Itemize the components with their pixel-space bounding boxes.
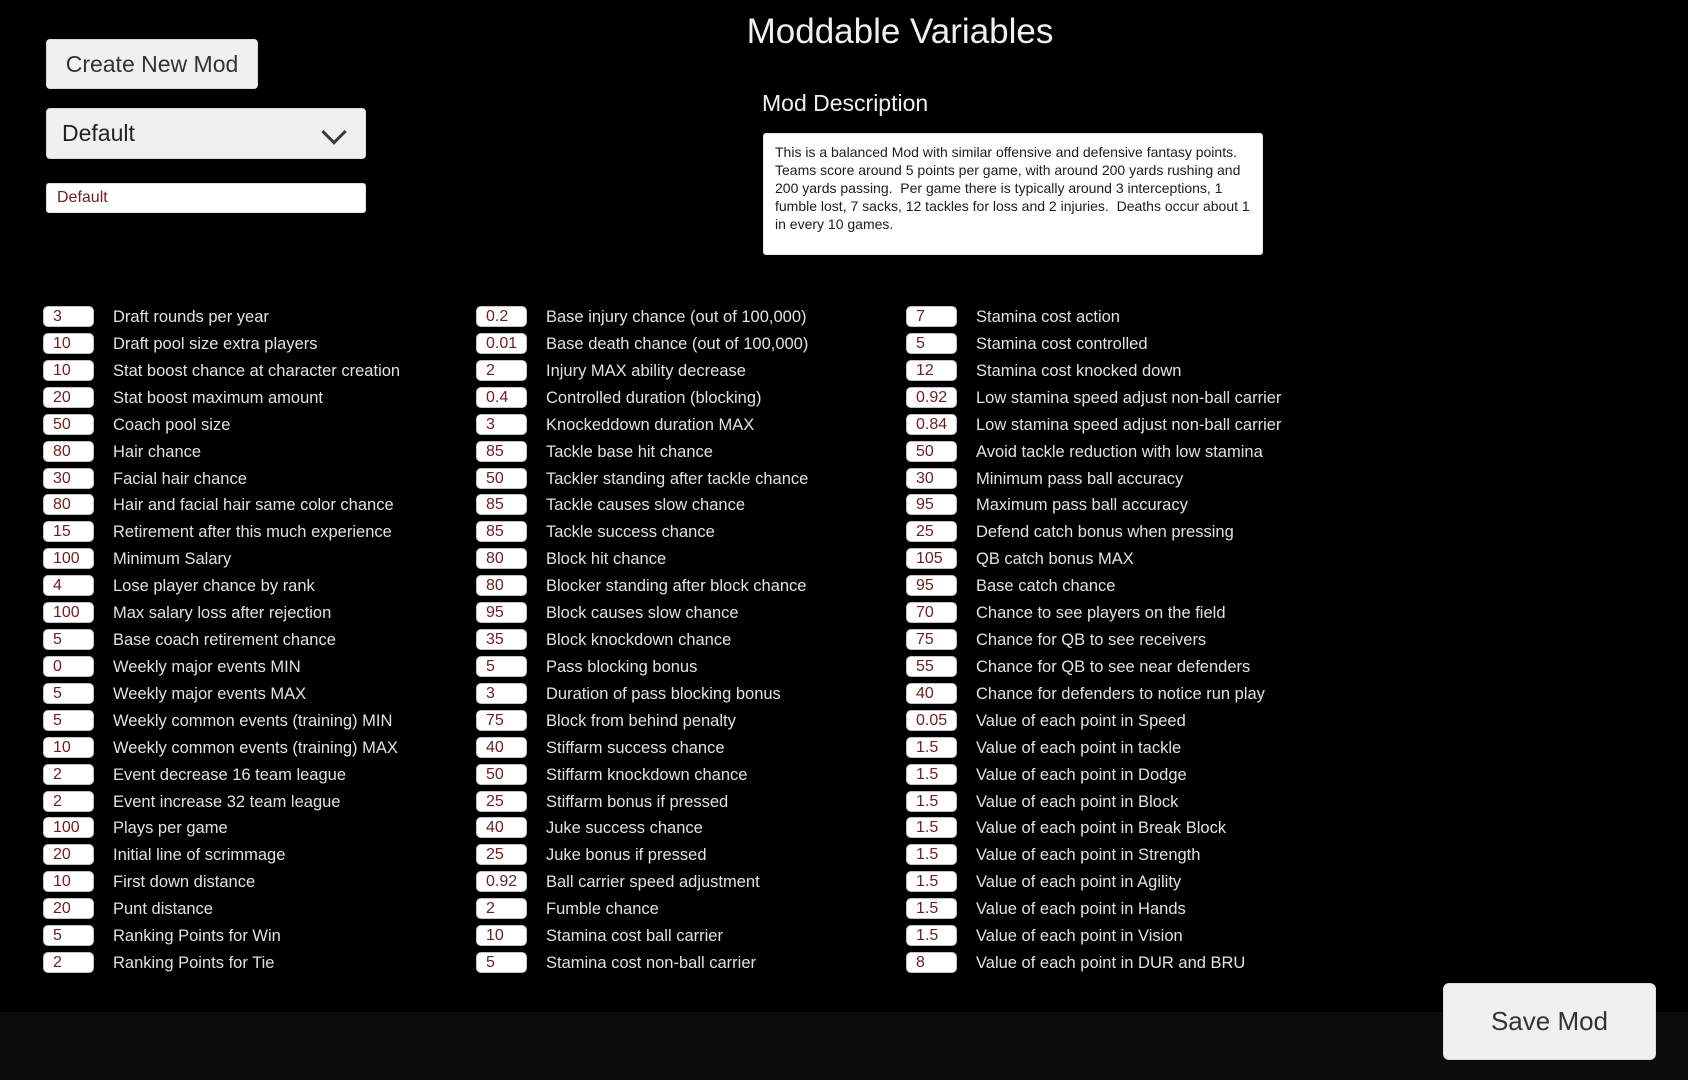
variable-row: [476, 629, 908, 651]
variable-value-input[interactable]: [43, 952, 94, 973]
variable-value-input[interactable]: [43, 817, 94, 838]
variable-label: Initial line of scrimmage: [113, 846, 286, 864]
variable-value-input[interactable]: [906, 683, 957, 704]
variables-column-2: [476, 306, 908, 986]
variable-label: Low stamina speed adjust non-ball carrier: [976, 416, 1282, 434]
variable-value-input[interactable]: [43, 602, 94, 623]
variable-row: [906, 925, 1338, 947]
variable-value-input[interactable]: [906, 656, 957, 677]
variable-label: Knockeddown duration MAX: [546, 416, 755, 434]
variable-label: Stamina cost non-ball carrier: [546, 954, 757, 972]
variable-value-input[interactable]: [476, 791, 527, 812]
variable-label: Base death chance (out of 100,000): [546, 335, 809, 353]
variable-row: [43, 387, 475, 409]
variable-label: Stamina cost controlled: [976, 335, 1148, 353]
variable-row: [43, 494, 475, 516]
variable-row: [476, 575, 908, 597]
variable-row: [43, 710, 475, 732]
variable-value-input[interactable]: [906, 871, 957, 892]
variable-row: [906, 575, 1338, 597]
variable-row: [43, 925, 475, 947]
variable-row: [476, 306, 908, 328]
variable-label: Stiffarm knockdown chance: [546, 766, 748, 784]
variable-label: Injury MAX ability decrease: [546, 362, 746, 380]
variable-row: [906, 494, 1338, 516]
variable-label: Plays per game: [113, 819, 228, 837]
variable-value-input[interactable]: [43, 871, 94, 892]
variable-label: Tackle causes slow chance: [546, 496, 746, 514]
variable-row: [476, 925, 908, 947]
variable-row: [476, 468, 908, 490]
variable-row: [476, 710, 908, 732]
variable-label: Ball carrier speed adjustment: [546, 873, 760, 891]
variable-label: Controlled duration (blocking): [546, 389, 762, 407]
variable-label: Value of each point in Hands: [976, 900, 1186, 918]
variable-value-input[interactable]: [906, 925, 957, 946]
variable-row: [43, 629, 475, 651]
variable-label: Value of each point in Speed: [976, 712, 1186, 730]
mod-select-dropdown[interactable]: [46, 108, 366, 159]
mod-name-input[interactable]: [46, 183, 366, 213]
variable-value-input[interactable]: [43, 441, 94, 462]
variable-label: Pass blocking bonus: [546, 658, 698, 676]
variable-label: Value of each point in DUR and BRU: [976, 954, 1246, 972]
variable-row: [906, 629, 1338, 651]
variable-label: Maximum pass ball accuracy: [976, 496, 1188, 514]
variable-row: [476, 737, 908, 759]
variable-value-input[interactable]: [43, 683, 94, 704]
variable-value-input[interactable]: [906, 468, 957, 489]
variable-value-input[interactable]: [906, 387, 957, 408]
variable-row: [476, 602, 908, 624]
variable-label: Value of each point in Break Block: [976, 819, 1227, 837]
variable-row: [43, 441, 475, 463]
variable-label: Chance for defenders to notice run play: [976, 685, 1265, 703]
variable-row: [906, 791, 1338, 813]
variable-row: [906, 952, 1338, 974]
variable-label: Hair and facial hair same color chance: [113, 496, 394, 514]
variable-label: Minimum pass ball accuracy: [976, 470, 1184, 488]
variable-label: Chance for QB to see receivers: [976, 631, 1207, 649]
variable-label: Coach pool size: [113, 416, 231, 434]
variable-value-input[interactable]: [906, 333, 957, 354]
variable-value-input[interactable]: [476, 629, 527, 650]
variable-value-input[interactable]: [476, 898, 527, 919]
variable-value-input[interactable]: [906, 898, 957, 919]
variable-label: Lose player chance by rank: [113, 577, 315, 595]
variable-value-input[interactable]: [43, 791, 94, 812]
variable-value-input[interactable]: [906, 306, 957, 327]
variable-label: Chance for QB to see near defenders: [976, 658, 1251, 676]
variable-value-input[interactable]: [476, 306, 527, 327]
variable-row: [43, 333, 475, 355]
variable-value-input[interactable]: [476, 333, 527, 354]
variable-label: First down distance: [113, 873, 256, 891]
variable-value-input[interactable]: [906, 737, 957, 758]
variable-label: Value of each point in Agility: [976, 873, 1182, 891]
mod-select-value: Default: [62, 120, 135, 146]
create-new-mod-button[interactable]: Create New Mod: [46, 39, 258, 89]
save-mod-button[interactable]: Save Mod: [1443, 983, 1656, 1060]
variable-value-input[interactable]: [476, 737, 527, 758]
variable-value-input[interactable]: [43, 414, 94, 435]
variable-row: [906, 468, 1338, 490]
variable-row: [43, 683, 475, 705]
variable-row: [906, 521, 1338, 543]
variable-label: Tackler standing after tackle chance: [546, 470, 809, 488]
variable-label: Weekly major events MIN: [113, 658, 301, 676]
variable-label: Tackle success chance: [546, 523, 715, 541]
variable-value-input[interactable]: [43, 656, 94, 677]
variable-row: [906, 710, 1338, 732]
variable-row: [476, 414, 908, 436]
variable-value-input[interactable]: [43, 629, 94, 650]
variable-row: [476, 871, 908, 893]
variable-value-input[interactable]: [906, 521, 957, 542]
variable-row: [476, 791, 908, 813]
variable-row: [476, 898, 908, 920]
variable-label: Event increase 32 team league: [113, 793, 341, 811]
variable-label: Base injury chance (out of 100,000): [546, 308, 807, 326]
variable-value-input[interactable]: [476, 441, 527, 462]
chevron-down-icon: [321, 119, 346, 144]
variable-value-input[interactable]: [906, 791, 957, 812]
variable-value-input[interactable]: [43, 925, 94, 946]
variable-label: Base catch chance: [976, 577, 1116, 595]
variable-value-input[interactable]: [43, 764, 94, 785]
variable-row: [43, 548, 475, 570]
variable-row: [476, 360, 908, 382]
variable-label: Ranking Points for Tie: [113, 954, 275, 972]
variable-value-input[interactable]: [476, 548, 527, 569]
variable-row: [43, 656, 475, 678]
variable-label: Low stamina speed adjust non-ball carrier: [976, 389, 1282, 407]
variable-value-input[interactable]: [906, 844, 957, 865]
variable-value-input[interactable]: [476, 494, 527, 515]
mod-description-heading: Mod Description: [762, 90, 929, 116]
variable-label: Ranking Points for Win: [113, 927, 281, 945]
variable-label: Juke bonus if pressed: [546, 846, 707, 864]
variable-value-input[interactable]: [43, 494, 94, 515]
variable-label: Block hit chance: [546, 550, 667, 568]
variable-label: Weekly common events (training) MIN: [113, 712, 393, 730]
variable-label: Value of each point in Dodge: [976, 766, 1187, 784]
variable-value-input[interactable]: [476, 575, 527, 596]
variable-value-input[interactable]: [43, 333, 94, 354]
variable-value-input[interactable]: [906, 548, 957, 569]
variable-value-input[interactable]: [43, 521, 94, 542]
variable-row: [476, 764, 908, 786]
variable-label: Max salary loss after rejection: [113, 604, 332, 622]
variable-row: [476, 333, 908, 355]
variable-value-input[interactable]: [43, 306, 94, 327]
variable-label: Retirement after this much experience: [113, 523, 392, 541]
variable-row: [476, 952, 908, 974]
variable-value-input[interactable]: [43, 575, 94, 596]
mod-description-textarea[interactable]: This is a balanced Mod with similar offensive and defensive fantasy points. Teams score around 5 points per game, with around 200 yards rushing and 200 yards passing. Per game there is typically around 3 interceptions, 1 fumble lost, 7 sacks, 12 tackles for loss and 2 injuries. Deaths occur about 1 in every 10 games.: [763, 133, 1263, 255]
variable-value-input[interactable]: [476, 360, 527, 381]
variable-label: Block from behind penalty: [546, 712, 736, 730]
variable-label: Block knockdown chance: [546, 631, 732, 649]
variable-value-input[interactable]: [906, 764, 957, 785]
variable-value-input[interactable]: [43, 844, 94, 865]
variable-value-input[interactable]: [906, 710, 957, 731]
variable-value-input[interactable]: [906, 575, 957, 596]
variable-row: [476, 441, 908, 463]
variable-row: [906, 817, 1338, 839]
variable-row: [906, 656, 1338, 678]
variable-value-input[interactable]: [476, 387, 527, 408]
variable-value-input[interactable]: [906, 817, 957, 838]
variable-label: Base coach retirement chance: [113, 631, 336, 649]
variable-label: Value of each point in Vision: [976, 927, 1183, 945]
variable-label: Tackle base hit chance: [546, 443, 713, 461]
variable-value-input[interactable]: [476, 521, 527, 542]
variable-value-input[interactable]: [476, 925, 527, 946]
variable-value-input[interactable]: [906, 494, 957, 515]
variable-row: [43, 952, 475, 974]
variable-row: [43, 844, 475, 866]
variable-row: [906, 306, 1338, 328]
variable-row: [43, 414, 475, 436]
variable-row: [906, 602, 1338, 624]
variable-label: Value of each point in tackle: [976, 739, 1182, 757]
variable-label: Avoid tackle reduction with low stamina: [976, 443, 1263, 461]
variable-value-input[interactable]: [43, 898, 94, 919]
page-title: Moddable Variables: [746, 12, 1054, 51]
variable-label: Stamina cost action: [976, 308, 1120, 326]
variable-label: Punt distance: [113, 900, 213, 918]
variables-column-3: [906, 306, 1338, 986]
variable-label: Blocker standing after block chance: [546, 577, 807, 595]
variable-label: Stamina cost knocked down: [976, 362, 1182, 380]
variable-row: [43, 575, 475, 597]
variable-value-input[interactable]: [906, 952, 957, 973]
variable-label: Event decrease 16 team league: [113, 766, 346, 784]
variable-value-input[interactable]: [476, 764, 527, 785]
variable-label: QB catch bonus MAX: [976, 550, 1134, 568]
variable-row: [476, 521, 908, 543]
variable-value-input[interactable]: [476, 656, 527, 677]
variables-column-1: [43, 306, 475, 986]
variable-label: Stiffarm success chance: [546, 739, 725, 757]
variable-row: [906, 414, 1338, 436]
variable-label: Value of each point in Strength: [976, 846, 1201, 864]
variable-label: Stat boost chance at character creation: [113, 362, 401, 380]
variable-value-input[interactable]: [43, 468, 94, 489]
variable-value-input[interactable]: [476, 871, 527, 892]
variable-row: [906, 898, 1338, 920]
variable-value-input[interactable]: [43, 548, 94, 569]
variable-row: [906, 441, 1338, 463]
variable-row: [476, 387, 908, 409]
variable-value-input[interactable]: [476, 952, 527, 973]
variable-row: [906, 548, 1338, 570]
variable-label: Weekly common events (training) MAX: [113, 739, 398, 757]
variable-row: [476, 844, 908, 866]
variable-row: [43, 817, 475, 839]
variable-label: Stiffarm bonus if pressed: [546, 793, 729, 811]
variable-label: Hair chance: [113, 443, 202, 461]
variable-label: Block causes slow chance: [546, 604, 739, 622]
variable-row: [43, 521, 475, 543]
variable-row: [43, 764, 475, 786]
variable-value-input[interactable]: [43, 387, 94, 408]
variable-row: [906, 333, 1338, 355]
variable-value-input[interactable]: [476, 710, 527, 731]
variable-value-input[interactable]: [43, 360, 94, 381]
variable-value-input[interactable]: [906, 360, 957, 381]
variable-label: Draft pool size extra players: [113, 335, 318, 353]
variable-label: Value of each point in Block: [976, 793, 1179, 811]
variable-label: Weekly major events MAX: [113, 685, 307, 703]
variable-value-input[interactable]: [476, 468, 527, 489]
variable-label: Minimum Salary: [113, 550, 232, 568]
variable-row: [43, 791, 475, 813]
variable-value-input[interactable]: [476, 683, 527, 704]
variable-row: [476, 656, 908, 678]
variable-row: [906, 683, 1338, 705]
variable-value-input[interactable]: [906, 441, 957, 462]
variable-value-input[interactable]: [476, 414, 527, 435]
variable-row: [43, 737, 475, 759]
variable-value-input[interactable]: [43, 737, 94, 758]
variable-row: [906, 844, 1338, 866]
variable-row: [906, 360, 1338, 382]
variable-row: [43, 468, 475, 490]
variable-row: [476, 548, 908, 570]
variable-row: [43, 871, 475, 893]
variable-label: Draft rounds per year: [113, 308, 269, 326]
variable-row: [43, 360, 475, 382]
variable-label: Chance to see players on the field: [976, 604, 1226, 622]
variable-row: [906, 737, 1338, 759]
variable-row: [906, 387, 1338, 409]
variable-label: Stamina cost ball carrier: [546, 927, 723, 945]
variable-row: [906, 764, 1338, 786]
variable-row: [43, 602, 475, 624]
variable-label: Facial hair chance: [113, 470, 247, 488]
variable-label: Duration of pass blocking bonus: [546, 685, 781, 703]
variable-label: Defend catch bonus when pressing: [976, 523, 1234, 541]
variable-value-input[interactable]: [906, 414, 957, 435]
variable-row: [43, 898, 475, 920]
variable-value-input[interactable]: [906, 629, 957, 650]
variable-label: Fumble chance: [546, 900, 659, 918]
variable-value-input[interactable]: [43, 710, 94, 731]
variable-row: [906, 871, 1338, 893]
variable-value-input[interactable]: [476, 602, 527, 623]
variable-value-input[interactable]: [476, 817, 527, 838]
variable-row: [476, 494, 908, 516]
variable-value-input[interactable]: [906, 602, 957, 623]
variable-value-input[interactable]: [476, 844, 527, 865]
variable-label: Stat boost maximum amount: [113, 389, 324, 407]
variable-row: [43, 306, 475, 328]
bottom-band: [0, 1012, 1688, 1080]
variable-row: [476, 817, 908, 839]
variable-label: Juke success chance: [546, 819, 703, 837]
variable-row: [476, 683, 908, 705]
